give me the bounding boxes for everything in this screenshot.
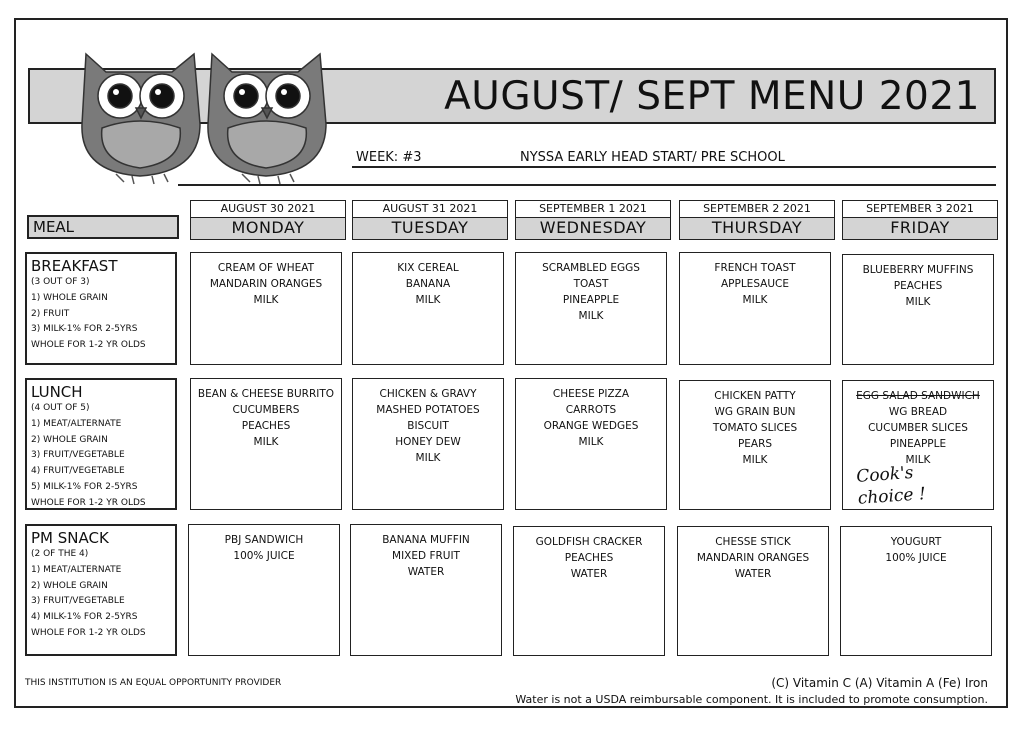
- menu-item: WG GRAIN BUN: [714, 406, 796, 418]
- menu-item-crossed-out: EGG SALAD SANDWICH: [856, 390, 980, 402]
- menu-cell-snack-friday: [840, 526, 992, 656]
- day-name: TUESDAY: [352, 218, 508, 240]
- menu-item: CREAM OF WHEAT: [217, 262, 315, 274]
- meal-requirement: (4 OUT OF 5): [31, 403, 90, 413]
- day-header-wednesday: [515, 200, 671, 240]
- day-header-monday: [190, 200, 346, 240]
- menu-item: WATER: [570, 568, 608, 580]
- menu-item: CHICKEN PATTY: [714, 390, 796, 402]
- week-label: WEEK: #3: [356, 150, 422, 165]
- day-date: SEPTEMBER 2 2021: [679, 200, 835, 218]
- menu-item: CHICKEN & GRAVY: [379, 388, 477, 400]
- menu-item: MILK: [253, 294, 279, 306]
- day-date: SEPTEMBER 3 2021: [842, 200, 998, 218]
- program-name: NYSSA EARLY HEAD START/ PRE SCHOOL: [520, 150, 785, 165]
- menu-item: MILK: [905, 296, 931, 308]
- menu-item: GOLDFISH CRACKER: [535, 536, 643, 548]
- meal-requirement: 3) MILK-1% FOR 2-5YRS: [31, 324, 138, 335]
- menu-cell-lunch-wednesday: [515, 378, 667, 510]
- menu-item: MILK: [578, 310, 604, 322]
- menu-item: MILK: [415, 452, 441, 464]
- menu-cell-snack-wednesday: [513, 526, 665, 656]
- day-name: THURSDAY: [679, 218, 835, 240]
- menu-item: PEARS: [737, 438, 773, 450]
- meal-requirement: (2 OF THE 4): [31, 549, 89, 559]
- water-note: Water is not a USDA reimbursable component. It is included to promote consumption.: [515, 693, 988, 706]
- meal-requirement: 1) MEAT/ALTERNATE: [31, 418, 122, 429]
- day-header-tuesday: [352, 200, 508, 240]
- menu-cell-snack-monday: [188, 524, 340, 656]
- menu-cell-breakfast-thursday: [679, 252, 831, 365]
- menu-item: PEACHES: [564, 552, 614, 564]
- menu-cell-snack-thursday: [677, 526, 829, 656]
- nutrient-legend: (C) Vitamin C (A) Vitamin A (Fe) Iron: [771, 676, 988, 690]
- menu-cell-breakfast-wednesday: [515, 252, 667, 365]
- menu-item: FRENCH TOAST: [714, 262, 796, 274]
- menu-item: WATER: [407, 566, 445, 578]
- meal-requirement: 4) FRUIT/VEGETABLE: [31, 466, 125, 477]
- meal-requirement: WHOLE FOR 1-2 YR OLDS: [31, 497, 146, 508]
- meal-lunch: [25, 378, 177, 510]
- day-header-friday: [842, 200, 998, 240]
- meal-name: LUNCH: [31, 383, 83, 401]
- menu-item: CHEESE PIZZA: [552, 388, 630, 400]
- day-header-thursday: [679, 200, 835, 240]
- menu-item: MILK: [253, 436, 279, 448]
- menu-item: CARROTS: [565, 404, 617, 416]
- meal-requirement: 3) FRUIT/VEGETABLE: [31, 596, 125, 607]
- menu-item: 100% JUICE: [233, 550, 295, 562]
- menu-item: SCRAMBLED EGGS: [542, 262, 640, 274]
- menu-item: CHESSE STICK: [715, 536, 791, 548]
- menu-item: MILK: [415, 294, 441, 306]
- menu-item: KIX CEREAL: [397, 262, 459, 274]
- day-name: FRIDAY: [842, 218, 998, 240]
- meal-pm-snack: [25, 524, 177, 656]
- menu-item: MILK: [905, 454, 931, 466]
- meal-column-header: MEAL: [27, 215, 179, 239]
- menu-cell-lunch-tuesday: [352, 378, 504, 510]
- menu-item: HONEY DEW: [395, 436, 461, 448]
- menu-item: PEACHES: [241, 420, 291, 432]
- menu-item: MILK: [742, 294, 768, 306]
- meal-name: BREAKFAST: [31, 257, 118, 275]
- menu-item: PEACHES: [893, 280, 943, 292]
- owls-illustration: [76, 44, 332, 186]
- menu-item: ORANGE WEDGES: [543, 420, 639, 432]
- menu-item: PINEAPPLE: [562, 294, 620, 306]
- owl-left: [82, 54, 200, 184]
- day-date: AUGUST 31 2021: [352, 200, 508, 218]
- meal-name: PM SNACK: [31, 529, 109, 547]
- menu-item: WG BREAD: [888, 406, 948, 418]
- menu-item: PINEAPPLE: [889, 438, 947, 450]
- menu-cell-snack-tuesday: [350, 524, 502, 656]
- page-title: AUGUST/ SEPT MENU 2021: [444, 74, 980, 119]
- menu-item: MILK: [742, 454, 768, 466]
- day-date: SEPTEMBER 1 2021: [515, 200, 671, 218]
- menu-item: 100% JUICE: [885, 552, 947, 564]
- meal-requirement: WHOLE FOR 1-2 YR OLDS: [31, 340, 146, 351]
- menu-cell-lunch-monday: [190, 378, 342, 510]
- meal-requirement: 1) MEAT/ALTERNATE: [31, 564, 122, 575]
- day-name: WEDNESDAY: [515, 218, 671, 240]
- menu-item: CUCUMBER SLICES: [868, 422, 968, 434]
- header-divider: [352, 166, 996, 168]
- meal-requirement: 2) FRUIT: [31, 308, 70, 319]
- menu-item: BANANA MUFFIN: [382, 534, 470, 546]
- menu-item: TOMATO SLICES: [712, 422, 798, 434]
- meal-requirement: 4) MILK-1% FOR 2-5YRS: [31, 612, 138, 623]
- meal-requirement: 2) WHOLE GRAIN: [31, 580, 108, 591]
- equal-opportunity-statement: THIS INSTITUTION IS AN EQUAL OPPORTUNITY PROVIDER: [25, 678, 282, 688]
- menu-cell-lunch-thursday: [679, 380, 831, 510]
- meal-requirement: 3) FRUIT/VEGETABLE: [31, 450, 125, 461]
- menu-item: MILK: [578, 436, 604, 448]
- menu-item: MANDARIN ORANGES: [696, 552, 810, 564]
- meal-requirement: 5) MILK-1% FOR 2-5YRS: [31, 481, 138, 492]
- menu-item: BLUEBERRY MUFFINS: [862, 264, 974, 276]
- menu-item: APPLESAUCE: [720, 278, 790, 290]
- menu-item: BANANA: [405, 278, 451, 290]
- meal-breakfast: [25, 252, 177, 365]
- meal-requirement: 1) WHOLE GRAIN: [31, 292, 108, 303]
- header-divider-lower: [178, 184, 996, 186]
- day-name: MONDAY: [190, 218, 346, 240]
- menu-item: MANDARIN ORANGES: [209, 278, 323, 290]
- handwritten-note: Cook's choice !: [855, 462, 927, 509]
- menu-item: BEAN & CHEESE BURRITO: [197, 388, 335, 400]
- owl-right: [208, 54, 326, 184]
- menu-item: CUCUMBERS: [232, 404, 300, 416]
- menu-cell-breakfast-tuesday: [352, 252, 504, 365]
- menu-item: YOUGURT: [890, 536, 942, 548]
- menu-item: MIXED FRUIT: [392, 550, 460, 562]
- menu-item: WATER: [734, 568, 772, 580]
- menu-item: PBJ SANDWICH: [224, 534, 304, 546]
- menu-cell-breakfast-friday: [842, 254, 994, 365]
- menu-item: MASHED POTATOES: [376, 404, 480, 416]
- meal-requirement: (3 OUT OF 3): [31, 277, 90, 287]
- day-date: AUGUST 30 2021: [190, 200, 346, 218]
- meal-requirement: WHOLE FOR 1-2 YR OLDS: [31, 627, 146, 638]
- menu-item: BISCUIT: [407, 420, 449, 432]
- menu-cell-breakfast-monday: [190, 252, 342, 365]
- meal-requirement: 2) WHOLE GRAIN: [31, 434, 108, 445]
- menu-item: TOAST: [573, 278, 609, 290]
